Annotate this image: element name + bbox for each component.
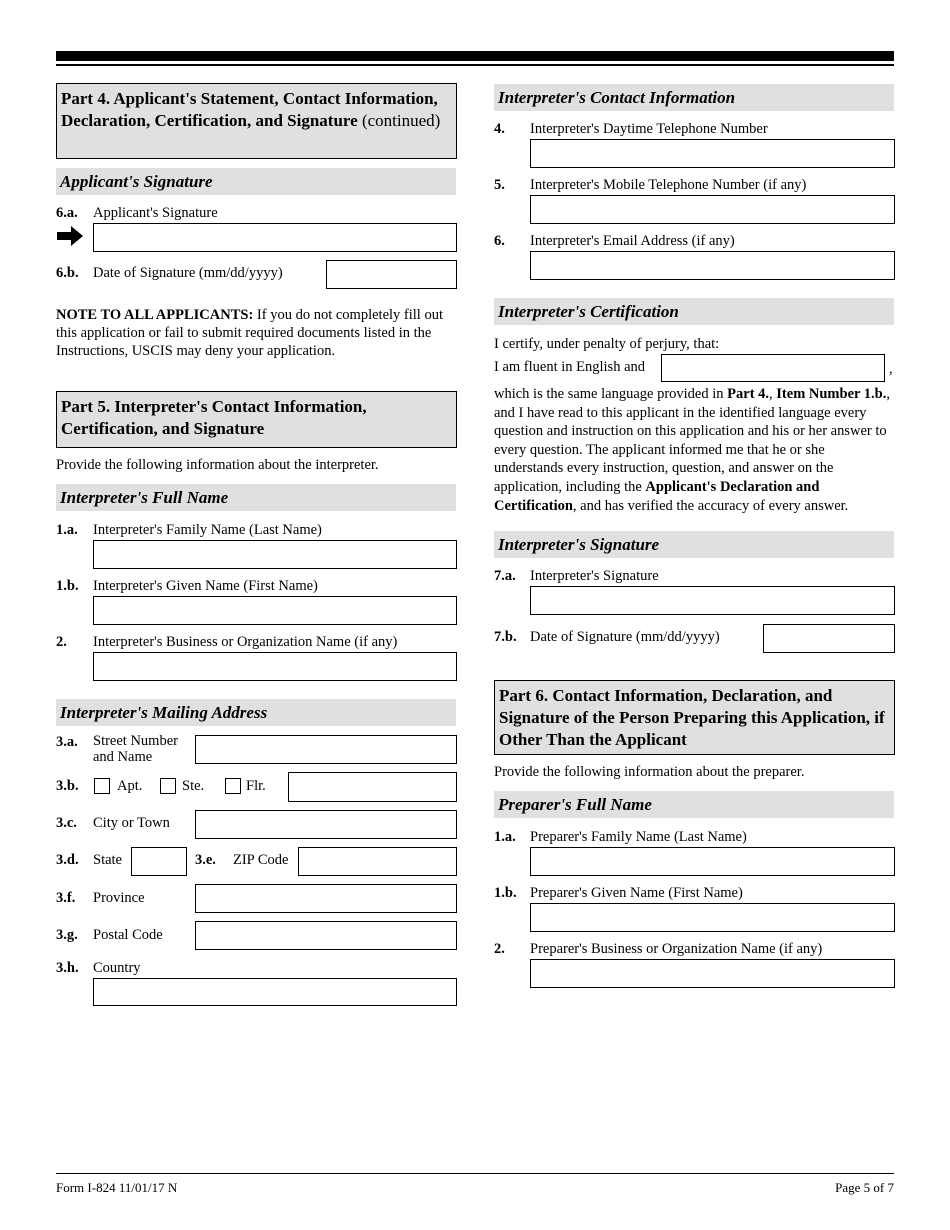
applicant-signature-field[interactable] <box>93 223 457 252</box>
daytime-phone-field[interactable] <box>530 139 895 168</box>
unit-number-field[interactable] <box>288 772 457 802</box>
item-3h-label: Country <box>93 960 141 976</box>
flr-label: Flr. <box>246 778 266 794</box>
interpreter-mailing-address-heading: Interpreter's Mailing Address <box>56 699 456 726</box>
footer-form-id: Form I-824 11/01/17 N <box>56 1180 178 1195</box>
apt-checkbox[interactable] <box>94 778 110 794</box>
province-field[interactable] <box>195 884 457 913</box>
part4-header: Part 4. Applicant's Statement, Contact Information, Declaration, Certification, and Signature (continued) <box>56 83 457 159</box>
item-3f-label: Province <box>93 890 145 906</box>
preparer-2-number: 2. <box>494 941 505 957</box>
certification-paragraph: which is the same language provided in Part 4., Item Number 1.b., and I have read to this applicant in the identified language every question and instruction on this application and his or her answer to every question. The applicant informed me that he or she understands every instruction, question, and answer on the application, including the Applicant's Declaration and Certification, and has verified the accuracy of every answer. <box>494 386 890 514</box>
item-3g-label: Postal Code <box>93 927 163 943</box>
footer-page-number: Page 5 of 7 <box>835 1180 894 1195</box>
item-1a-number: 1.a. <box>56 522 78 538</box>
applicant-signature-heading: Applicant's Signature <box>56 168 456 195</box>
item-2-number: 2. <box>56 634 67 650</box>
item-3a-label-line2: and Name <box>93 749 153 765</box>
zip-code-field[interactable] <box>298 847 457 876</box>
item-3c-label: City or Town <box>93 815 170 831</box>
certification-comma: , <box>889 361 893 377</box>
item-4-label: Interpreter's Daytime Telephone Number <box>530 121 768 137</box>
mobile-phone-field[interactable] <box>530 195 895 224</box>
interpreter-contact-heading: Interpreter's Contact Information <box>494 84 894 111</box>
item-6a-number: 6.a. <box>56 205 78 221</box>
header-thin-rule <box>56 64 894 66</box>
item-3f-number: 3.f. <box>56 890 76 906</box>
interpreter-signature-field[interactable] <box>530 586 895 615</box>
preparer-full-name-heading: Preparer's Full Name <box>494 791 894 818</box>
state-field[interactable] <box>131 847 187 876</box>
flr-checkbox[interactable] <box>225 778 241 794</box>
note-to-applicants: NOTE TO ALL APPLICANTS: If you do not completely fill out this application or fail to submit required documents listed in the Instructions, USCIS may deny your application. <box>56 307 443 359</box>
interpreter-signature-heading: Interpreter's Signature <box>494 531 894 558</box>
part6-header: Part 6. Contact Information, Declaration, and Signature of the Person Preparing this Application, if Other Than the Applicant <box>494 680 895 755</box>
item-6-number: 6. <box>494 233 505 249</box>
interpreter-certification-heading: Interpreter's Certification <box>494 298 894 325</box>
preparer-1a-number: 1.a. <box>494 829 516 845</box>
preparer-family-name-field[interactable] <box>530 847 895 876</box>
item-6b-label: Date of Signature (mm/dd/yyyy) <box>93 265 283 281</box>
preparer-1a-label: Preparer's Family Name (Last Name) <box>530 829 747 845</box>
certification-line2: I am fluent in English and <box>494 359 646 375</box>
item-3e-number: 3.e. <box>195 852 216 868</box>
item-1a-label: Interpreter's Family Name (Last Name) <box>93 522 322 538</box>
ste-checkbox[interactable] <box>160 778 176 794</box>
item-3b-number: 3.b. <box>56 778 79 794</box>
header-thick-rule <box>56 51 894 61</box>
part6-intro: Provide the following information about the preparer. <box>494 764 805 780</box>
item-4-number: 4. <box>494 121 505 137</box>
preparer-given-name-field[interactable] <box>530 903 895 932</box>
item-3g-number: 3.g. <box>56 927 78 943</box>
interpreter-full-name-heading: Interpreter's Full Name <box>56 484 456 511</box>
postal-code-field[interactable] <box>195 921 457 950</box>
item-6b-number: 6.b. <box>56 265 79 281</box>
item-2-label: Interpreter's Business or Organization Name (if any) <box>93 634 398 650</box>
item-3a-number: 3.a. <box>56 734 78 750</box>
country-field[interactable] <box>93 978 457 1006</box>
item-1b-number: 1.b. <box>56 578 79 594</box>
applicant-date-of-signature-field[interactable] <box>326 260 457 289</box>
footer-rule <box>56 1173 894 1174</box>
street-field[interactable] <box>195 735 457 764</box>
part5-header: Part 5. Interpreter's Contact Information, Certification, and Signature <box>56 391 457 448</box>
interpreter-given-name-field[interactable] <box>93 596 457 625</box>
arrow-right-icon <box>57 226 83 246</box>
item-6a-label: Applicant's Signature <box>93 205 218 221</box>
item-3c-number: 3.c. <box>56 815 77 831</box>
item-3d-number: 3.d. <box>56 852 79 868</box>
item-7a-number: 7.a. <box>494 568 516 584</box>
language-field[interactable] <box>661 354 885 382</box>
item-3a-label-line1: Street Number <box>93 733 178 749</box>
interpreter-date-field[interactable] <box>763 624 895 653</box>
item-3e-label: ZIP Code <box>233 852 289 868</box>
email-field[interactable] <box>530 251 895 280</box>
item-6-label: Interpreter's Email Address (if any) <box>530 233 735 249</box>
preparer-1b-number: 1.b. <box>494 885 517 901</box>
preparer-1b-label: Preparer's Given Name (First Name) <box>530 885 743 901</box>
item-7a-label: Interpreter's Signature <box>530 568 659 584</box>
preparer-organization-field[interactable] <box>530 959 895 988</box>
item-1b-label: Interpreter's Given Name (First Name) <box>93 578 318 594</box>
part5-intro: Provide the following information about the interpreter. <box>56 457 379 473</box>
city-field[interactable] <box>195 810 457 839</box>
item-7b-number: 7.b. <box>494 629 517 645</box>
preparer-2-label: Preparer's Business or Organization Name (if any) <box>530 941 823 957</box>
apt-label: Apt. <box>117 778 143 794</box>
item-5-number: 5. <box>494 177 505 193</box>
item-3d-label: State <box>93 852 122 868</box>
ste-label: Ste. <box>182 778 205 794</box>
item-7b-label: Date of Signature (mm/dd/yyyy) <box>530 629 720 645</box>
certification-line1: I certify, under penalty of perjury, that: <box>494 336 720 352</box>
item-5-label: Interpreter's Mobile Telephone Number (if any) <box>530 177 807 193</box>
interpreter-family-name-field[interactable] <box>93 540 457 569</box>
item-3h-number: 3.h. <box>56 960 79 976</box>
interpreter-organization-field[interactable] <box>93 652 457 681</box>
